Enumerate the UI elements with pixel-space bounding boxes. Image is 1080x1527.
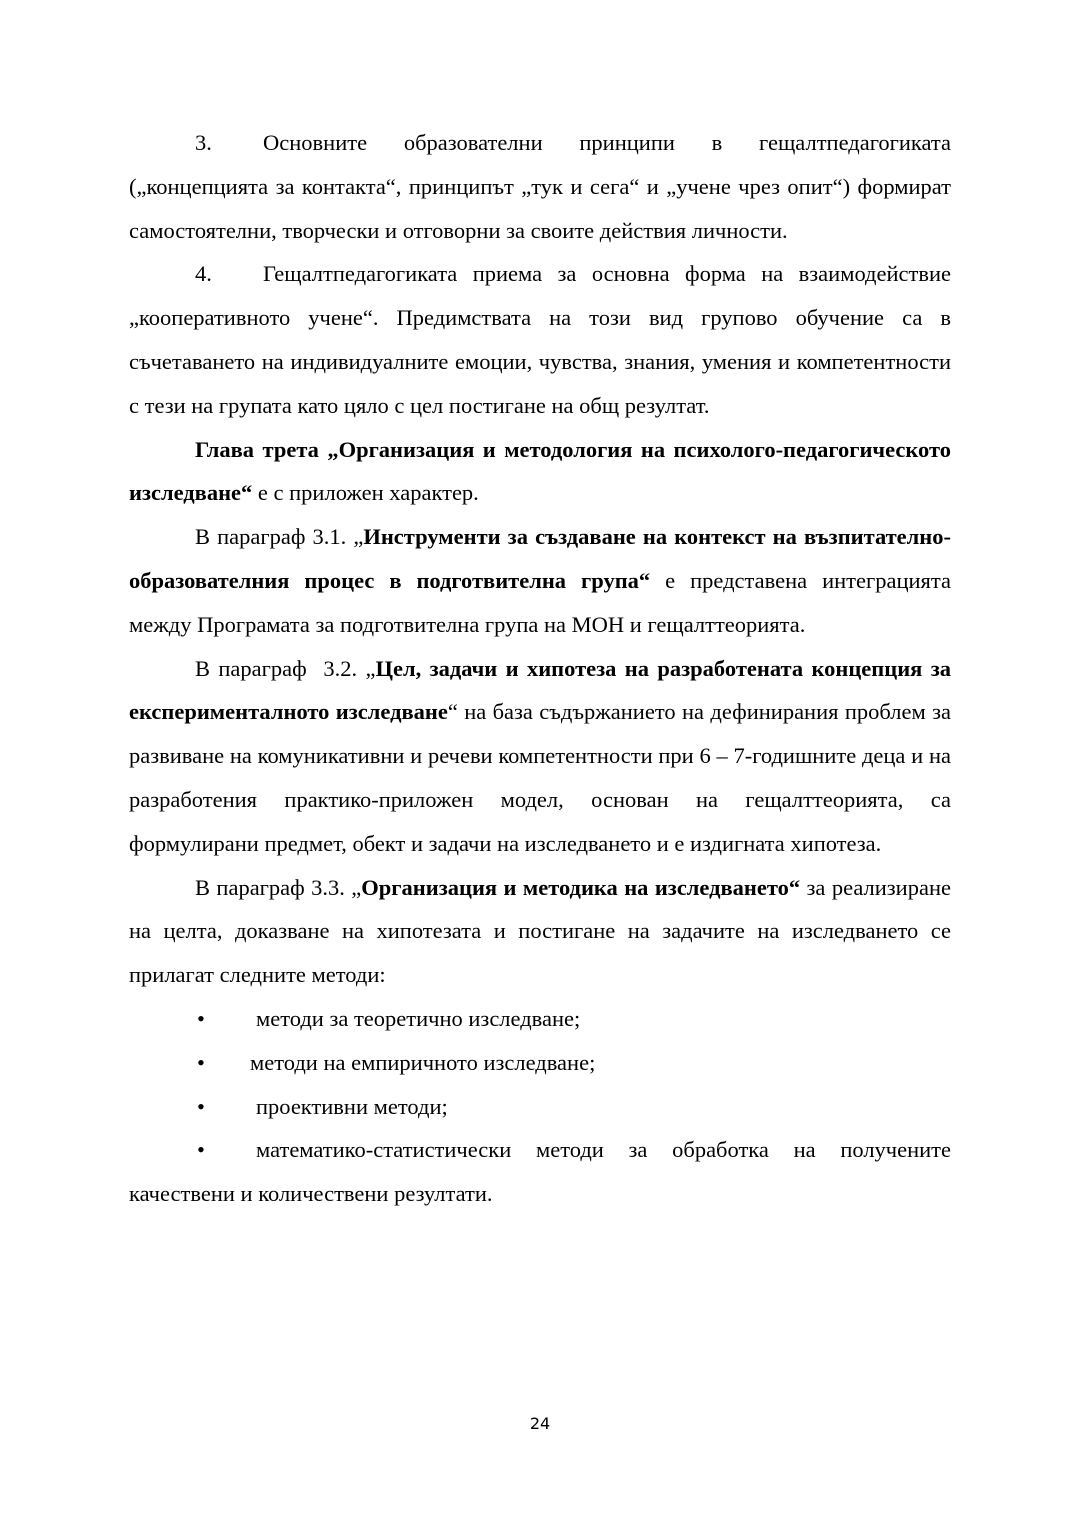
bullet-icon: • [197,1049,205,1075]
section-text: за реализиране на целта, доказване на хипотезата и постигане на задачите на изследването се прилагат следните методи: [129,874,951,988]
section-intro: В параграф 3.1. „ [195,524,364,550]
section-text: “ на база съдържанието на дефинирания проблем за развиване на комуникативни и речеви компетентности при 6 – 7-годишните деца и на разработения практико-приложен модел, основан на гещалттеорията, са формулирани предмет, обект и задачи на изследването и е издигната хипотеза. [129,699,951,856]
page-number: 24 [529,1414,551,1433]
list-item [129,1128,951,1216]
page-body [129,121,951,1216]
list-item-text: проективни методи; [256,1093,448,1119]
list-item-text: методи на емпиричното изследване; [250,1049,596,1075]
section-title: Цел, задачи и хипотеза на разработената концепция за експерименталното изследване [129,655,951,725]
section-3-1-paragraph [129,515,951,646]
bullet-icon: • [197,1093,205,1119]
bullet-icon: • [197,1137,205,1163]
section-3-2-paragraph [129,647,951,866]
section-title: Инструменти за създаване на контекст на възпитателно-образователния процес в подготвителна група“ [129,524,951,593]
numbered-item-4 [129,252,951,427]
chapter-three-paragraph [129,428,951,516]
list-item-text: математико-статистически методи за обработка на получените качествени и количествени резултати. [129,1137,951,1207]
list-item [129,1041,951,1085]
item-text: Основните образователни принципи в гещалтпедагогиката („концепцията за контакта“, принципът „тук и сега“ и „учене чрез опит“) формират самостоятелни, творчески и отговорни за своите действия личности. [129,130,951,243]
item-number: 3. [195,130,212,155]
numbered-item-3 [129,121,951,252]
chapter-title: Глава трета „Организация и методология на психолого-педагогическото изследване“ [129,436,951,506]
list-item [129,1085,951,1129]
list-item [129,997,951,1041]
item-number: 4. [195,261,212,287]
section-intro: В параграф 3.3. „ [195,874,362,900]
list-item-text: методи за теоретично изследване; [256,1005,581,1031]
section-3-3-paragraph [129,866,951,997]
chapter-text: е с приложен характер. [252,480,479,506]
bullet-icon: • [197,1005,205,1031]
item-text: Гещалтпедагогиката приема за основна форма на взаимодействие „кооперативното учене“. Предимствата на този вид групово обучение са в съчетаването на индивидуалните емоции, чувства, знания, умения и компетентности с тези на групата като цяло с цел постигане на общ резултат. [129,261,951,418]
section-text: е представена интеграцията между Програмата за подготвителна група на МОН и гещалттеорията. [129,567,951,637]
section-intro: В параграф 3.2. „ [195,655,376,681]
methods-list [129,997,951,1216]
section-title: Организация и методика на изследването“ [361,874,801,900]
